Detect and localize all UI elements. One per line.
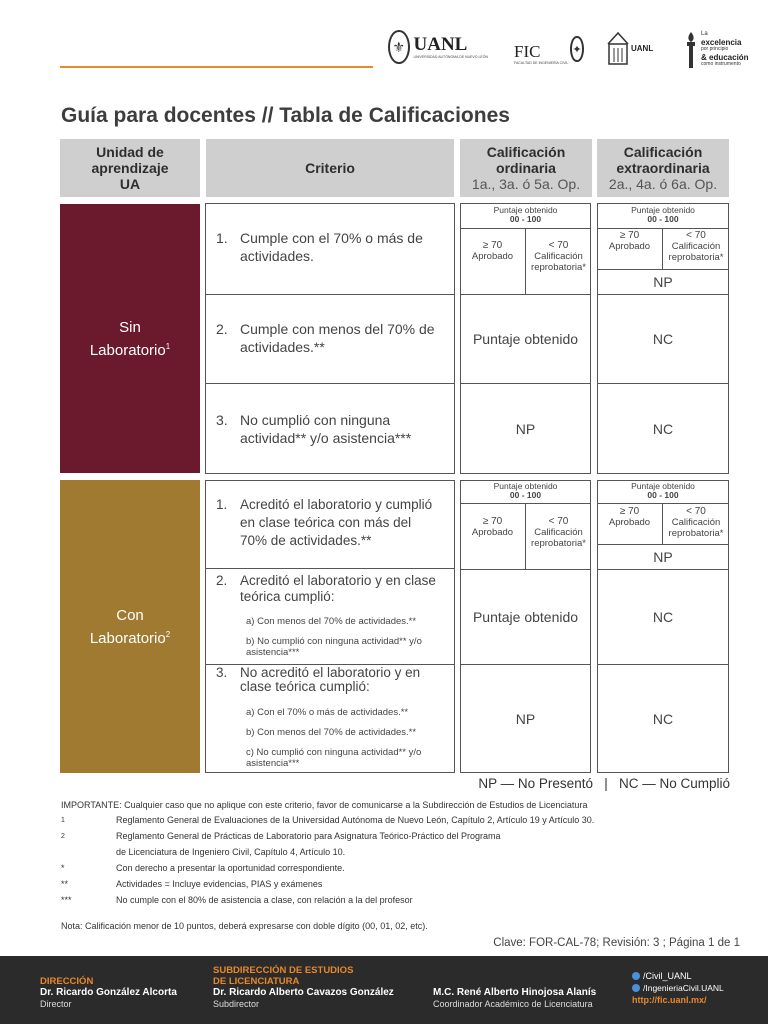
facebook-handle: /IngenieriaCivil.UANL xyxy=(643,983,724,993)
footnote-mark: ** xyxy=(61,879,69,889)
footer-director-name: Dr. Ricardo González Alcorta xyxy=(40,987,177,998)
uanl-logo xyxy=(388,26,488,68)
website-link[interactable]: http://fic.uanl.mx/ xyxy=(632,995,707,1005)
footnote-text: de Licenciatura de Ingeniero Civil, Capítulo 4, Artículo 10. xyxy=(116,847,346,857)
uanl-logo-text: UANL xyxy=(413,34,468,55)
footer-coordinacion xyxy=(433,987,596,1010)
score-title-text: Puntaje obtenido xyxy=(493,205,558,215)
criterion-number: 3. xyxy=(216,665,228,680)
criterion-text: Cumple con el 70% o más de actividades. xyxy=(240,230,423,264)
footnote-mark xyxy=(61,847,116,863)
score-divider xyxy=(525,228,526,294)
unit-con-line-1: Con xyxy=(116,606,144,624)
footer-subdireccion-heading-1: SUBDIRECCIÓN DE ESTUDIOS xyxy=(213,965,354,976)
extra-nc-sin-2: NC xyxy=(652,331,674,347)
criterion-con-2 xyxy=(206,573,446,605)
criterion-con-3-sub-a: a) Con el 70% o más de actividades.** xyxy=(246,707,409,718)
score-title-text: Puntaje obtenido xyxy=(493,481,558,491)
footnote-text: Con derecho a presentar la oportunidad correspondiente. xyxy=(116,863,345,873)
criterion-sin-2 xyxy=(206,320,446,356)
criterion-con-3-sub-b: b) Con menos del 70% de actividades.** xyxy=(246,727,417,738)
header-criterion xyxy=(206,139,454,197)
criterion-text: Acreditó el laboratorio y cumplió en clase teórica con más del 70% de actividades.** xyxy=(240,497,433,548)
criterion-sin-1 xyxy=(206,229,446,265)
criterion-con-3 xyxy=(206,666,446,694)
extra-score-title xyxy=(598,206,728,224)
criterion-number: 3. xyxy=(216,412,228,428)
unit-con-laboratorio xyxy=(60,480,200,773)
extra-score-pass xyxy=(598,230,661,252)
excelencia-line-3: por principio xyxy=(701,46,729,53)
score-fail-label: Calificación reprobatoria* xyxy=(531,527,586,549)
footnote-text: Reglamento General de Evaluaciones de la Universidad Autónoma de Nuevo León, Capítulo 2, Artículo 19 y Artículo 30. xyxy=(116,815,595,825)
footnote-text: Actividades = Incluye evidencias, PIAS y exámenes xyxy=(116,879,323,889)
extra-pass-label: Aprobado xyxy=(608,517,651,528)
criteria-divider xyxy=(205,294,455,295)
extra-np-con-1: NP xyxy=(653,549,673,565)
extra-score-fail xyxy=(664,506,728,539)
uanl-anniversary-logo xyxy=(607,26,657,70)
footnotes xyxy=(61,815,751,911)
unit-con-line-2: Laboratorio xyxy=(89,629,166,647)
twitter-handle: /Civil_UANL xyxy=(643,971,692,981)
extra-np-sin-1: NP xyxy=(653,274,673,290)
header-unit-line-2: aprendizaje xyxy=(91,160,169,176)
footer-subdirector-role: Subdirector xyxy=(213,999,260,1009)
extra-fail-label: Calificación reprobatoria* xyxy=(668,241,724,263)
footer-coordinator-role: Coordinador Académico de Licenciatura xyxy=(433,999,593,1009)
header-unit-line-3: UA xyxy=(119,176,141,192)
unit-sin-line-2: Laboratorio xyxy=(89,341,166,359)
excelencia-line-5: como instrumento xyxy=(701,61,741,68)
score-fail xyxy=(527,516,590,549)
uanl-anniversary-text: UANL xyxy=(631,43,654,53)
score-title xyxy=(461,482,590,500)
extra-divider xyxy=(597,503,729,504)
header-extra-ops: 2a., 4a. ó 6a. Op. xyxy=(608,176,718,192)
torch-icon xyxy=(684,30,698,70)
footer-subdireccion-heading-2: DE LICENCIATURA xyxy=(213,976,300,987)
criterion-con-2-sub-b: b) No cumplió con ninguna actividad** y/o asistencia*** xyxy=(246,636,422,658)
fic-seal-icon: ✦ xyxy=(570,36,583,62)
ordinary-np-sin: NP xyxy=(515,420,536,437)
score-fail-label: Calificación reprobatoria* xyxy=(531,251,586,273)
twitter-icon xyxy=(632,972,640,980)
score-fail xyxy=(527,240,590,273)
nota: Nota: Calificación menor de 10 puntos, deberá expresarse con doble dígito (00, 01, 02, etc). xyxy=(61,921,428,931)
unit-sin-line-1: Sin xyxy=(119,318,141,336)
extra-nc-sin-3: NC xyxy=(652,420,674,437)
unit-sin-sup: 1 xyxy=(165,341,171,351)
header-unit-line-1: Unidad de xyxy=(96,144,164,160)
header-extraordinary xyxy=(597,139,729,197)
score-pass xyxy=(461,516,524,538)
fic-logo-text: FIC xyxy=(514,42,541,61)
criterion-number: 2. xyxy=(216,321,228,337)
extra-score-fail xyxy=(664,230,728,263)
ordinary-puntaje-con: Puntaje obtenido xyxy=(472,609,579,625)
header-ordinary-line-1: Calificación xyxy=(486,144,566,160)
criterion-number: 1. xyxy=(216,230,228,246)
header-ordinary-line-2: ordinaria xyxy=(496,160,556,176)
footnote-mark: *** xyxy=(61,895,72,905)
excelencia-line-2: excelencia xyxy=(701,37,742,47)
criterion-con-3-sub-c: c) No cumplió con ninguna actividad** y/o asistencia*** xyxy=(246,747,422,769)
score-range: 00 - 100 xyxy=(509,214,542,224)
unit-con-sup: 2 xyxy=(165,629,171,639)
ordinary-np-con: NP xyxy=(515,710,536,727)
extra-pass-label: Aprobado xyxy=(608,241,651,252)
score-pass-value: ≥ 70 xyxy=(482,240,503,251)
fic-logo-subtitle: FACULTAD DE INGENIERÍA CIVIL xyxy=(514,61,569,65)
footnote-mark: 2 xyxy=(61,833,65,840)
header-ordinary xyxy=(460,139,592,197)
extra-score-range: 00 - 100 xyxy=(647,490,679,500)
criterion-number: 2. xyxy=(216,573,228,588)
extra-score-title xyxy=(598,482,728,500)
extra-score-title-text: Puntaje obtenido xyxy=(631,205,695,215)
footnote-mark: * xyxy=(61,863,65,873)
score-pass-label: Aprobado xyxy=(471,251,514,262)
excelencia-line-4: & educación xyxy=(701,52,749,62)
uanl-logo-subtitle: UNIVERSIDAD AUTÓNOMA DE NUEVO LEÓN xyxy=(413,55,488,59)
unit-sin-laboratorio xyxy=(60,204,200,473)
twitter-link[interactable] xyxy=(632,970,724,982)
extra-nc-con-2: NC xyxy=(652,609,674,625)
building-icon xyxy=(607,30,629,66)
footer-subdirector-name: Dr. Ricardo Alberto Cavazos González xyxy=(213,987,394,998)
score-range: 00 - 100 xyxy=(509,490,542,500)
legend: NP — No Presentó | NC — No Cumplió xyxy=(478,776,730,791)
criterion-text: Acreditó el laboratorio y en clase teórica cumplió: xyxy=(240,573,436,604)
fic-logo xyxy=(514,28,582,70)
criterion-text: Cumple con menos del 70% de actividades.** xyxy=(240,321,435,355)
important-note: IMPORTANTE: Cualquier caso que no aplique con este criterio, favor de comunicarse a la Subdirección de Estudios de Licenciatura xyxy=(61,800,588,810)
extra-divider xyxy=(662,228,663,269)
extra-score-pass xyxy=(598,506,661,528)
criterion-text: No cumplió con ninguna actividad** y/o asistencia*** xyxy=(240,412,412,446)
extra-fail-value: < 70 xyxy=(686,506,706,517)
ordinary-puntaje-sin: Puntaje obtenido xyxy=(472,331,579,347)
header-unit xyxy=(60,139,200,197)
extra-divider xyxy=(662,503,663,544)
score-pass-label: Aprobado xyxy=(471,527,514,538)
extra-divider xyxy=(597,228,729,229)
header-extra-line-2: extraordinaria xyxy=(616,160,710,176)
header-ordinary-ops: 1a., 3a. ó 5a. Op. xyxy=(471,176,581,192)
extra-pass-value: ≥ 70 xyxy=(619,506,640,517)
extra-score-range: 00 - 100 xyxy=(647,214,679,224)
footer-direccion-heading: DIRECCIÓN xyxy=(40,976,94,987)
facebook-icon xyxy=(632,984,640,992)
score-divider xyxy=(525,503,526,569)
score-pass-value: ≥ 70 xyxy=(482,516,503,527)
document-clave: Clave: FOR-CAL-78; Revisión: 3 ; Página 1 de 1 xyxy=(493,937,740,949)
footer-director-role: Director xyxy=(40,999,72,1009)
uanl-seal-icon: ⚜ xyxy=(388,30,410,64)
score-title xyxy=(461,206,590,224)
facebook-link[interactable] xyxy=(632,982,724,994)
footnote-text: Reglamento General de Prácticas de Laboratorio para Asignatura Teórico-Práctico del Programa xyxy=(116,831,501,841)
header-extra-line-1: Calificación xyxy=(623,144,703,160)
criterion-con-2-sub-a: a) Con menos del 70% de actividades.** xyxy=(246,616,417,627)
criteria-divider xyxy=(205,568,455,569)
criterion-con-1 xyxy=(206,496,446,550)
criterion-sin-3 xyxy=(206,411,446,447)
criterion-text: No acreditó el laboratorio y en clase teórica cumplió: xyxy=(240,665,421,694)
footer-coordinator-name: M.C. René Alberto Hinojosa Alanís xyxy=(433,987,597,998)
extra-score-title-text: Puntaje obtenido xyxy=(631,481,695,491)
footer-subdireccion xyxy=(213,965,394,1010)
footnote-mark: 1 xyxy=(61,817,65,824)
score-pass xyxy=(461,240,524,262)
score-fail-value: < 70 xyxy=(548,240,569,251)
footnote-text: No cumple con el 80% de asistencia a clase, con relación a la del profesor xyxy=(116,895,413,905)
extra-pass-value: ≥ 70 xyxy=(619,230,640,241)
page-title: Guía para docentes // Tabla de Calificaciones xyxy=(61,104,510,127)
footer-direccion xyxy=(40,976,177,1010)
excelencia-line-1: La xyxy=(701,31,708,38)
extra-fail-value: < 70 xyxy=(686,230,706,241)
extra-nc-con-3: NC xyxy=(652,710,674,727)
header-criterion-label: Criterio xyxy=(305,160,355,176)
excelencia-logo xyxy=(684,28,754,72)
header-accent-line xyxy=(60,66,373,68)
criteria-divider xyxy=(205,383,455,384)
footer-social xyxy=(632,970,724,1006)
score-fail-value: < 70 xyxy=(548,516,569,527)
extra-fail-label: Calificación reprobatoria* xyxy=(668,517,724,539)
criterion-number: 1. xyxy=(216,497,228,512)
